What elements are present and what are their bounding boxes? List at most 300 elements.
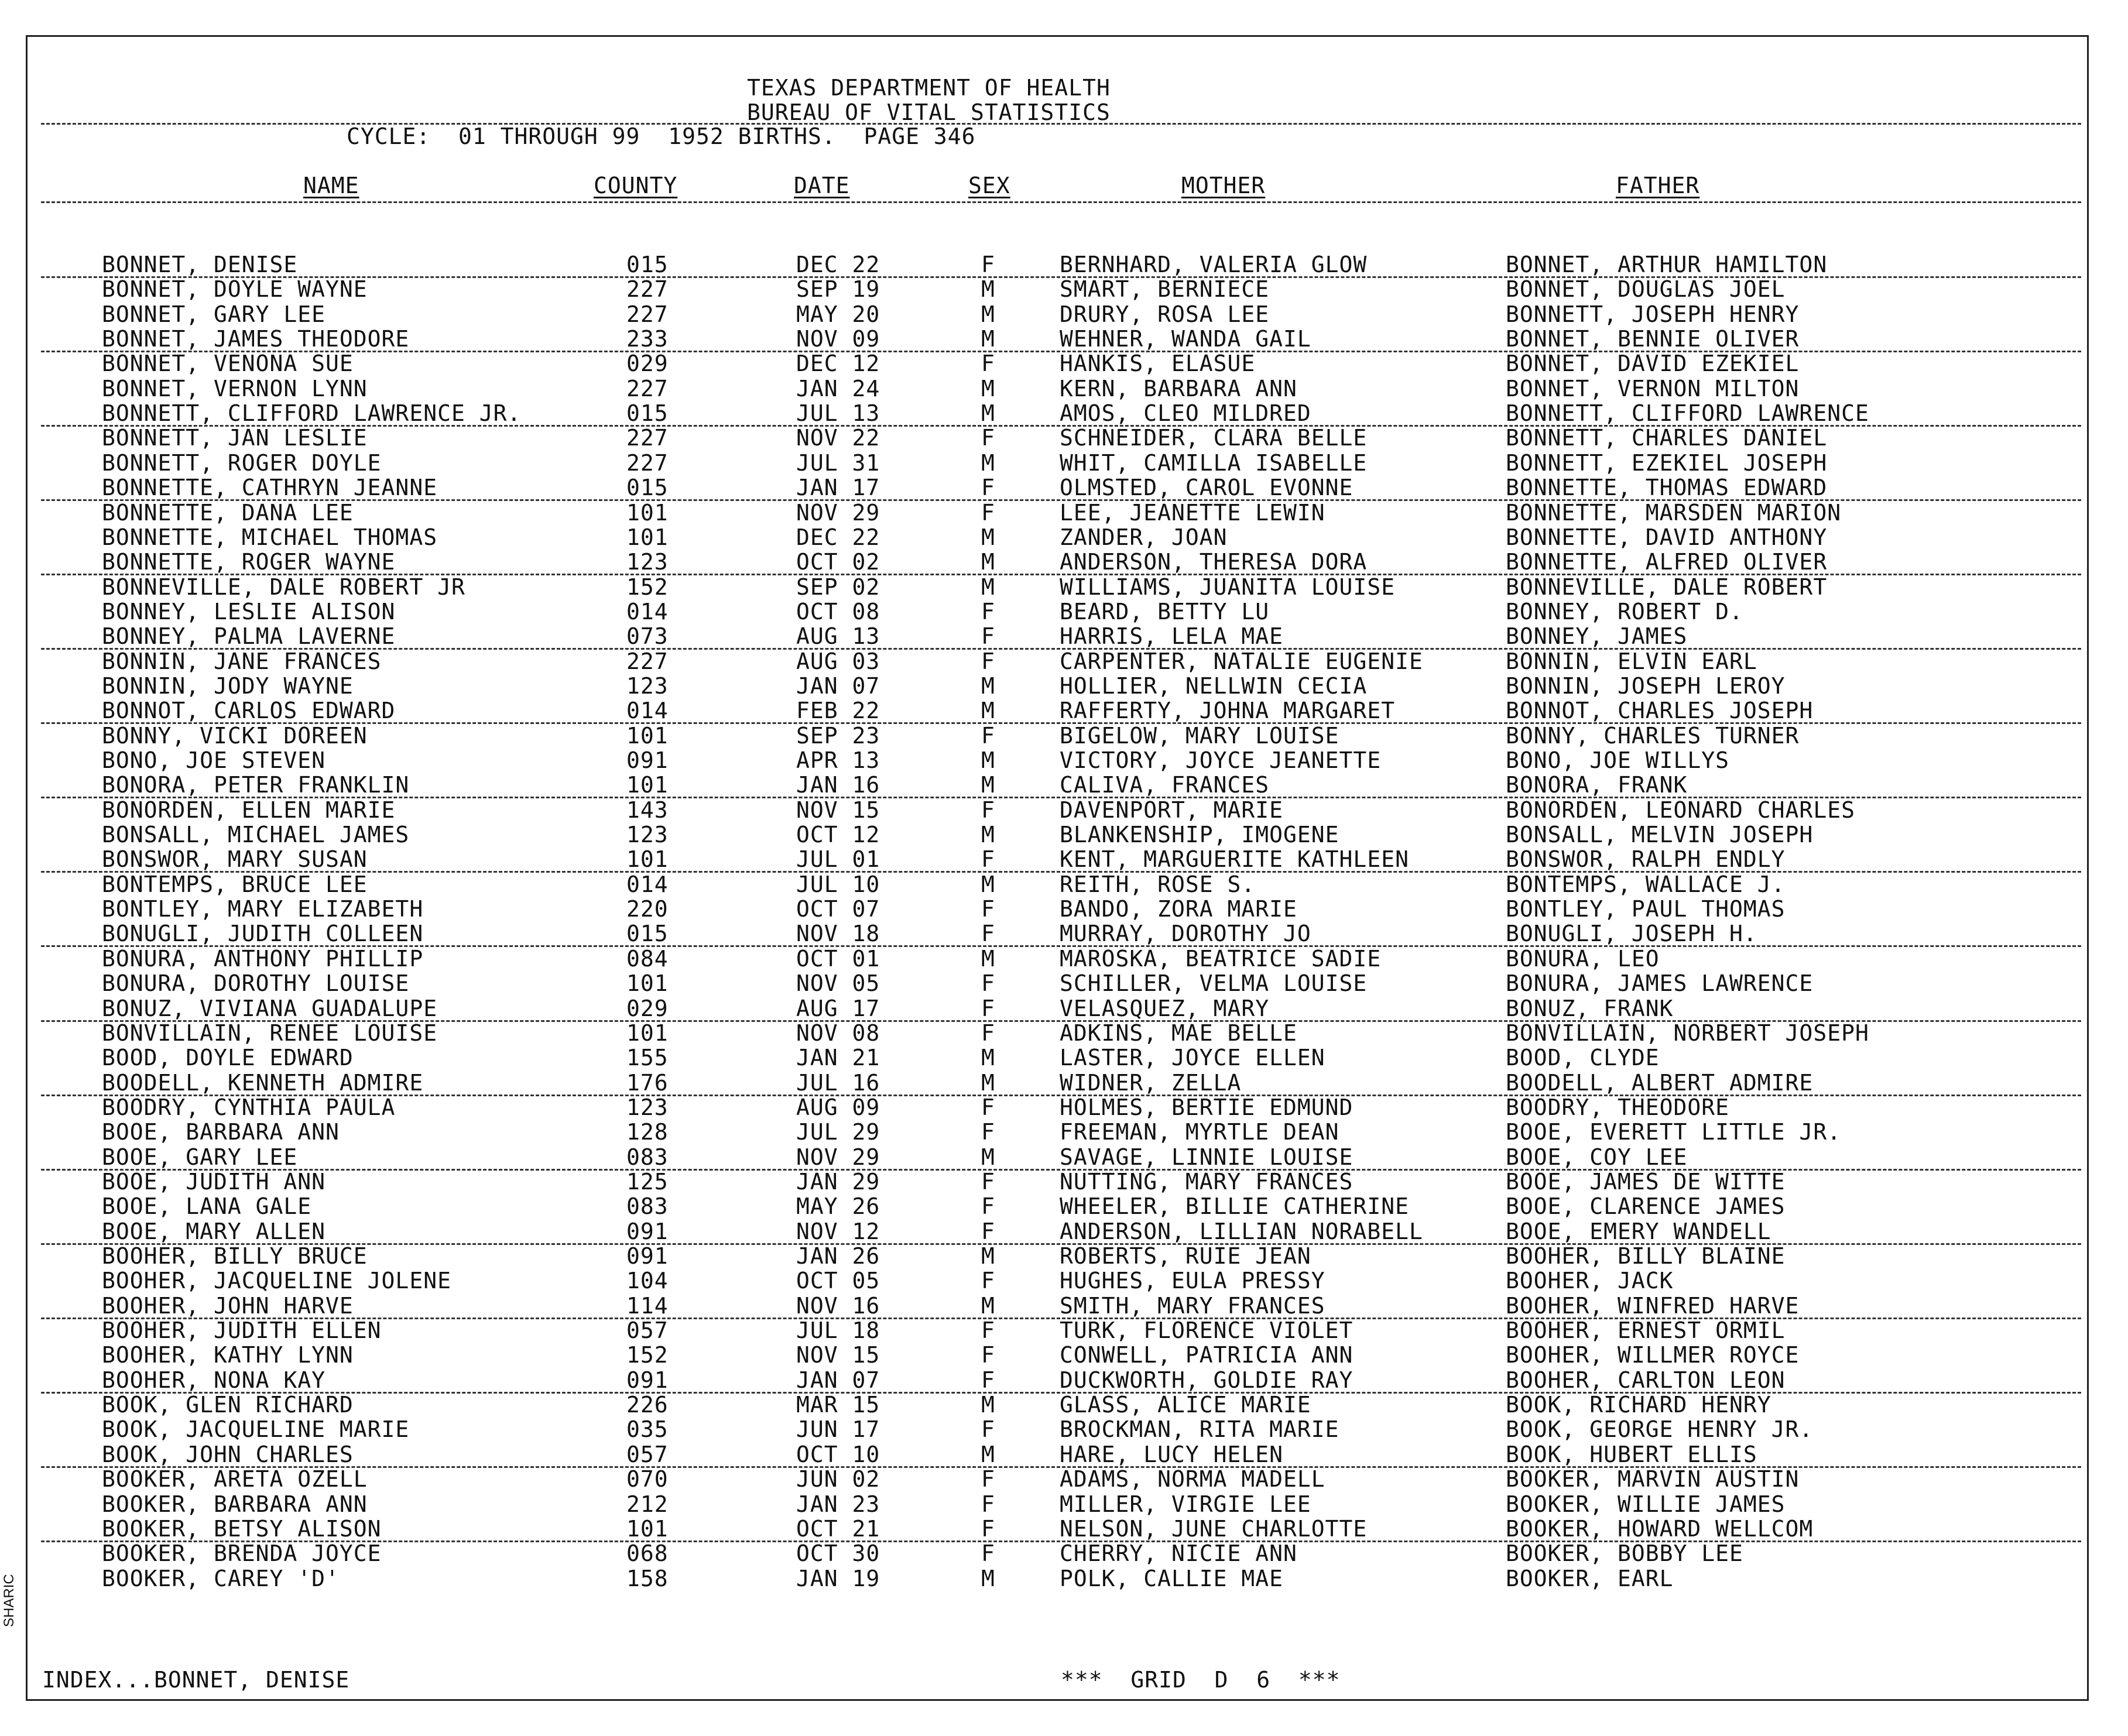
record-name: BOODRY, CYNTHIA PAULA [102,1095,396,1120]
record-sex: M [981,450,995,476]
col-header-name: NAME [303,173,359,198]
record-mother: BERNHARD, VALERIA GLOW [1060,252,1368,277]
record-father: BOOD, CLYDE [1506,1045,1660,1071]
record-name: BONNETT, JAN LESLIE [102,425,368,451]
record-mother: CHERRY, NICIE ANN [1060,1541,1297,1566]
record-county: 091 [626,1243,669,1269]
record-name: BONNET, DOYLE WAYNE [102,276,368,302]
record-sex: F [981,1020,995,1046]
record-county: 227 [626,649,669,674]
record-date: JAN 26 [796,1243,880,1269]
record-county: 101 [626,1020,669,1046]
record-name: BONNETT, CLIFFORD LAWRENCE JR. [102,400,522,426]
record-county: 101 [626,524,669,550]
record-county: 083 [626,1193,669,1219]
record-county: 125 [626,1169,669,1195]
record-name: BOOHER, JOHN HARVE [102,1293,354,1319]
record-name: BONNETTE, CATHRYN JEANNE [102,475,438,500]
record-county: 152 [626,574,669,600]
record-date: DEC 22 [796,252,880,277]
record-sex: M [981,574,995,600]
record-mother: BIGELOW, MARY LOUISE [1060,723,1339,749]
record-father: BOOE, EMERY WANDELL [1506,1219,1771,1244]
record-date: SEP 23 [796,723,880,749]
col-header-sex: SEX [968,173,1010,198]
record-sex: M [981,1045,995,1071]
record-name: BOOHER, JUDITH ELLEN [102,1318,382,1343]
record-date: OCT 21 [796,1516,880,1542]
record-mother: TURK, FLORENCE VIOLET [1060,1318,1353,1343]
record-father: BONNETT, EZEKIEL JOSEPH [1506,450,1828,476]
record-sex: M [981,673,995,699]
record-county: 084 [626,946,669,972]
record-county: 014 [626,599,669,625]
record-county: 158 [626,1566,669,1591]
record-father: BOOKER, MARVIN AUSTIN [1506,1466,1800,1492]
record-mother: FREEMAN, MYRTLE DEAN [1060,1119,1339,1145]
record-sex: M [981,698,995,723]
record-father: BOOE, JAMES DE WITTE [1506,1169,1786,1195]
record-sex: M [981,400,995,426]
record-county: 068 [626,1541,669,1566]
record-county: 015 [626,921,669,946]
record-county: 070 [626,1466,669,1492]
record-name: BONORA, PETER FRANKLIN [102,772,410,798]
record-name: BONNETTE, DANA LEE [102,500,354,526]
record-father: BONURA, LEO [1506,946,1660,972]
record-date: JUL 10 [796,872,880,897]
record-mother: MILLER, VIRGIE LEE [1060,1491,1311,1517]
record-father: BOOHER, BILLY BLAINE [1506,1243,1786,1269]
record-sex: M [981,1392,995,1418]
record-mother: WHEELER, BILLIE CATHERINE [1060,1193,1409,1219]
record-date: FEB 22 [796,698,880,723]
record-name: BONNY, VICKI DOREEN [102,723,368,749]
record-mother: LASTER, JOYCE ELLEN [1060,1045,1325,1071]
record-sex: M [981,326,995,352]
col-header-mother: MOTHER [1181,173,1266,198]
record-date: OCT 07 [796,896,880,922]
col-header-father: FATHER [1616,173,1700,198]
record-date: JUN 17 [796,1416,880,1442]
record-date: JAN 29 [796,1169,880,1195]
record-sex: M [981,1243,995,1269]
record-county: 015 [626,400,669,426]
record-mother: KENT, MARGUERITE KATHLEEN [1060,846,1409,872]
record-sex: F [981,425,995,451]
col-header-date: DATE [794,173,850,198]
record-father: BONTLEY, PAUL THOMAS [1506,896,1786,922]
record-mother: SCHILLER, VELMA LOUISE [1060,970,1368,996]
record-father: BOOK, HUBERT ELLIS [1506,1442,1757,1467]
record-sex: F [981,1342,995,1368]
record-sex: F [981,723,995,749]
record-mother: ROBERTS, RUIE JEAN [1060,1243,1311,1269]
record-father: BONNETT, CHARLES DANIEL [1506,425,1828,451]
record-sex: M [981,1442,995,1467]
record-sex: M [981,1293,995,1319]
col-header-county: COUNTY [594,173,678,198]
record-sex: F [981,500,995,526]
record-father: BONUGLI, JOSEPH H. [1506,921,1757,946]
record-father: BOOKER, BOBBY LEE [1506,1541,1743,1566]
record-county: 123 [626,1095,669,1120]
record-father: BOOK, GEORGE HENRY JR. [1506,1416,1814,1442]
record-county: 073 [626,623,669,649]
record-county: 227 [626,276,669,302]
record-father: BONURA, JAMES LAWRENCE [1506,970,1814,996]
record-date: NOV 15 [796,797,880,823]
record-name: BOOE, BARBARA ANN [102,1119,340,1145]
record-date: NOV 16 [796,1293,880,1319]
record-date: JUL 29 [796,1119,880,1145]
record-county: 015 [626,475,669,500]
record-name: BONNETTE, MICHAEL THOMAS [102,524,438,550]
record-name: BONNIN, JANE FRANCES [102,649,382,674]
footer-index: INDEX...BONNET, DENISE [42,1667,350,1693]
record-date: AUG 09 [796,1095,880,1120]
record-father: BOOK, RICHARD HENRY [1506,1392,1771,1418]
record-father: BOOHER, WINFRED HARVE [1506,1293,1800,1319]
record-date: NOV 12 [796,1219,880,1244]
record-county: 227 [626,450,669,476]
record-county: 014 [626,698,669,723]
record-father: BONNET, ARTHUR HAMILTON [1506,252,1828,277]
record-sex: F [981,921,995,946]
record-county: 083 [626,1144,669,1170]
record-mother: ANDERSON, LILLIAN NORABELL [1060,1219,1423,1244]
record-county: 101 [626,723,669,749]
record-sex: M [981,524,995,550]
record-sex: F [981,475,995,500]
record-name: BOOE, JUDITH ANN [102,1169,326,1195]
record-mother: WHIT, CAMILLA ISABELLE [1060,450,1368,476]
record-sex: F [981,970,995,996]
record-sex: M [981,772,995,798]
record-date: JUN 02 [796,1466,880,1492]
record-father: BONNOT, CHARLES JOSEPH [1506,698,1814,723]
footer-grid: *** GRID D 6 *** [1061,1667,1341,1693]
record-sex: M [981,747,995,773]
record-father: BOODELL, ALBERT ADMIRE [1506,1070,1814,1096]
record-sex: M [981,549,995,575]
record-mother: WILLIAMS, JUANITA LOUISE [1060,574,1396,600]
record-father: BONNEVILLE, DALE ROBERT [1506,574,1828,600]
record-county: 227 [626,301,669,327]
record-mother: ZANDER, JOAN [1060,524,1228,550]
record-date: JAN 24 [796,376,880,402]
record-name: BOOD, DOYLE EDWARD [102,1045,354,1071]
record-date: NOV 05 [796,970,880,996]
record-mother: VICTORY, JOYCE JEANETTE [1060,747,1382,773]
record-date: AUG 13 [796,623,880,649]
record-sex: F [981,649,995,674]
record-name: BONNEVILLE, DALE ROBERT JR [102,574,465,600]
record-date: JAN 07 [796,1367,880,1393]
record-county: 227 [626,376,669,402]
record-county: 104 [626,1268,669,1294]
record-sex: F [981,896,995,922]
record-mother: CALIVA, FRANCES [1060,772,1270,798]
record-sex: F [981,623,995,649]
record-name: BOOK, JOHN CHARLES [102,1442,354,1467]
record-father: BOOHER, ERNEST ORMIL [1506,1318,1786,1343]
record-father: BOOE, CLARENCE JAMES [1506,1193,1786,1219]
record-date: DEC 22 [796,524,880,550]
record-father: BONUZ, FRANK [1506,996,1674,1021]
record-mother: CARPENTER, NATALIE EUGENIE [1060,649,1423,674]
record-mother: AMOS, CLEO MILDRED [1060,400,1311,426]
record-father: BONORA, FRANK [1506,772,1688,798]
record-date: MAR 15 [796,1392,880,1418]
record-county: 015 [626,252,669,277]
column-header-rule [41,201,2081,203]
record-name: BONNET, VENONA SUE [102,351,354,376]
record-date: NOV 22 [796,425,880,451]
record-name: BONO, JOE STEVEN [102,747,326,773]
record-mother: BANDO, ZORA MARIE [1060,896,1297,922]
record-date: OCT 30 [796,1541,880,1566]
record-date: JAN 16 [796,772,880,798]
record-date: JAN 17 [796,475,880,500]
record-mother: NELSON, JUNE CHARLOTTE [1060,1516,1368,1542]
record-father: BOOHER, JACK [1506,1268,1674,1294]
record-mother: BEARD, BETTY LU [1060,599,1270,625]
record-sex: F [981,1516,995,1542]
record-date: OCT 02 [796,549,880,575]
record-mother: GLASS, ALICE MARIE [1060,1392,1311,1418]
record-sex: F [981,1541,995,1566]
record-mother: RAFFERTY, JOHNA MARGARET [1060,698,1396,723]
record-date: OCT 05 [796,1268,880,1294]
record-county: 091 [626,747,669,773]
record-sex: F [981,599,995,625]
record-county: 057 [626,1442,669,1467]
record-mother: HOLLIER, NELLWIN CECIA [1060,673,1368,699]
record-father: BONNIN, ELVIN EARL [1506,649,1757,674]
record-name: BONNETT, ROGER DOYLE [102,450,382,476]
record-sex: F [981,1268,995,1294]
record-father: BONSWOR, RALPH ENDLY [1506,846,1786,872]
record-mother: VELASQUEZ, MARY [1060,996,1270,1021]
record-father: BONNETT, JOSEPH HENRY [1506,301,1800,327]
record-father: BONTEMPS, WALLACE J. [1506,872,1786,897]
record-county: 035 [626,1416,669,1442]
record-date: JUL 18 [796,1318,880,1343]
record-mother: HARE, LUCY HELEN [1060,1442,1284,1467]
record-father: BONNEY, ROBERT D. [1506,599,1743,625]
record-name: BONURA, ANTHONY PHILLIP [102,946,424,972]
record-mother: MURRAY, DOROTHY JO [1060,921,1311,946]
record-mother: DUCKWORTH, GOLDIE RAY [1060,1367,1353,1393]
record-name: BONORDEN, ELLEN MARIE [102,797,396,823]
record-county: 029 [626,996,669,1021]
record-county: 101 [626,500,669,526]
record-sex: M [981,376,995,402]
header-title: TEXAS DEPARTMENT OF HEALTH [747,75,1111,101]
record-father: BOODRY, THEODORE [1506,1095,1730,1120]
record-name: BONNET, VERNON LYNN [102,376,368,402]
record-sex: F [981,1095,995,1120]
record-mother: HANKIS, ELASUE [1060,351,1256,376]
cycle-line: CYCLE: 01 THROUGH 99 1952 BIRTHS. PAGE 346 [347,123,976,149]
record-date: NOV 29 [796,500,880,526]
record-county: 101 [626,846,669,872]
record-county: 091 [626,1367,669,1393]
record-mother: REITH, ROSE S. [1060,872,1256,897]
record-name: BONURA, DOROTHY LOUISE [102,970,410,996]
record-date: AUG 03 [796,649,880,674]
record-name: BONVILLAIN, RENEE LOUISE [102,1020,438,1046]
record-mother: KERN, BARBARA ANN [1060,376,1297,402]
record-date: JUL 01 [796,846,880,872]
record-county: 123 [626,822,669,848]
record-father: BONNETTE, ALFRED OLIVER [1506,549,1828,575]
record-name: BOOHER, BILLY BRUCE [102,1243,368,1269]
side-label: SHARIC [1,1574,17,1627]
record-county: 220 [626,896,669,922]
record-father: BONNEY, JAMES [1506,623,1688,649]
record-father: BONNIN, JOSEPH LEROY [1506,673,1786,699]
record-sex: F [981,351,995,376]
record-date: JUL 31 [796,450,880,476]
record-county: 176 [626,1070,669,1096]
record-name: BOOE, GARY LEE [102,1144,298,1170]
record-father: BONNETTE, THOMAS EDWARD [1506,475,1828,500]
record-name: BONTLEY, MARY ELIZABETH [102,896,424,922]
record-county: 114 [626,1293,669,1319]
record-sex: F [981,1466,995,1492]
record-sex: F [981,1169,995,1195]
record-mother: WEHNER, WANDA GAIL [1060,326,1311,352]
record-name: BOOK, GLEN RICHARD [102,1392,354,1418]
record-date: SEP 19 [796,276,880,302]
record-sex: F [981,1416,995,1442]
record-name: BOOK, JACQUELINE MARIE [102,1416,410,1442]
record-name: BOOHER, JACQUELINE JOLENE [102,1268,451,1294]
record-county: 227 [626,425,669,451]
record-father: BONNET, BENNIE OLIVER [1506,326,1800,352]
record-county: 101 [626,772,669,798]
record-father: BONNETTE, DAVID ANTHONY [1506,524,1828,550]
record-name: BOOKER, ARETA OZELL [102,1466,368,1492]
record-date: APR 13 [796,747,880,773]
record-sex: F [981,252,995,277]
record-name: BONSWOR, MARY SUSAN [102,846,368,872]
record-mother: LEE, JEANETTE LEWIN [1060,500,1325,526]
record-sex: M [981,872,995,897]
record-mother: CONWELL, PATRICIA ANN [1060,1342,1353,1368]
record-father: BONO, JOE WILLYS [1506,747,1730,773]
record-county: 101 [626,1516,669,1542]
record-mother: NUTTING, MARY FRANCES [1060,1169,1353,1195]
record-mother: MAROSKA, BEATRICE SADIE [1060,946,1382,972]
record-father: BOOHER, WILLMER ROYCE [1506,1342,1800,1368]
record-date: MAY 26 [796,1193,880,1219]
record-name: BONNIN, JODY WAYNE [102,673,354,699]
record-father: BOOKER, HOWARD WELLCOM [1506,1516,1814,1542]
record-date: NOV 15 [796,1342,880,1368]
record-county: 123 [626,673,669,699]
record-date: JAN 21 [796,1045,880,1071]
record-county: 057 [626,1318,669,1343]
record-date: JAN 23 [796,1491,880,1517]
record-name: BONNETTE, ROGER WAYNE [102,549,396,575]
record-sex: F [981,1193,995,1219]
record-mother: ADAMS, NORMA MADELL [1060,1466,1325,1492]
record-sex: F [981,1219,995,1244]
record-name: BOOHER, KATHY LYNN [102,1342,354,1368]
record-father: BONNET, VERNON MILTON [1506,376,1800,402]
record-date: JUL 16 [796,1070,880,1096]
record-name: BOOKER, BRENDA JOYCE [102,1541,382,1566]
record-name: BONNEY, PALMA LAVERNE [102,623,396,649]
record-father: BONNY, CHARLES TURNER [1506,723,1800,749]
record-mother: BLANKENSHIP, IMOGENE [1060,822,1339,848]
record-date: NOV 09 [796,326,880,352]
record-county: 233 [626,326,669,352]
record-sex: F [981,1491,995,1517]
record-county: 143 [626,797,669,823]
record-father: BOOHER, CARLTON LEON [1506,1367,1786,1393]
record-county: 212 [626,1491,669,1517]
record-name: BOOKER, BARBARA ANN [102,1491,368,1517]
record-sex: M [981,276,995,302]
record-father: BONORDEN, LEONARD CHARLES [1506,797,1855,823]
record-mother: DRURY, ROSA LEE [1060,301,1270,327]
record-sex: F [981,996,995,1021]
record-date: MAY 20 [796,301,880,327]
record-sex: M [981,1070,995,1096]
record-father: BONNETT, CLIFFORD LAWRENCE [1506,400,1869,426]
record-name: BONNET, DENISE [102,252,298,277]
record-mother: SMART, BERNIECE [1060,276,1270,302]
record-name: BONNET, GARY LEE [102,301,326,327]
record-name: BONNOT, CARLOS EDWARD [102,698,396,723]
record-sex: M [981,946,995,972]
record-name: BONNEY, LESLIE ALISON [102,599,396,625]
record-county: 152 [626,1342,669,1368]
record-name: BOOKER, BETSY ALISON [102,1516,382,1542]
record-mother: SCHNEIDER, CLARA BELLE [1060,425,1368,451]
record-mother: DAVENPORT, MARIE [1060,797,1284,823]
record-mother: OLMSTED, CAROL EVONNE [1060,475,1353,500]
record-date: NOV 29 [796,1144,880,1170]
record-date: OCT 01 [796,946,880,972]
record-mother: SMITH, MARY FRANCES [1060,1293,1325,1319]
record-sex: M [981,822,995,848]
record-county: 091 [626,1219,669,1244]
record-name: BONSALL, MICHAEL JAMES [102,822,410,848]
record-date: NOV 18 [796,921,880,946]
record-county: 155 [626,1045,669,1071]
record-father: BOOE, COY LEE [1506,1144,1688,1170]
record-name: BONTEMPS, BRUCE LEE [102,872,368,897]
record-mother: BROCKMAN, RITA MARIE [1060,1416,1339,1442]
record-father: BONNET, DOUGLAS JOEL [1506,276,1786,302]
record-mother: ANDERSON, THERESA DORA [1060,549,1368,575]
record-date: DEC 12 [796,351,880,376]
record-sex: M [981,1144,995,1170]
record-name: BONUGLI, JUDITH COLLEEN [102,921,424,946]
record-mother: WIDNER, ZELLA [1060,1070,1242,1096]
record-date: AUG 17 [796,996,880,1021]
record-county: 226 [626,1392,669,1418]
record-sex: F [981,1318,995,1343]
record-mother: ADKINS, MAE BELLE [1060,1020,1297,1046]
record-date: SEP 02 [796,574,880,600]
record-date: JUL 13 [796,400,880,426]
